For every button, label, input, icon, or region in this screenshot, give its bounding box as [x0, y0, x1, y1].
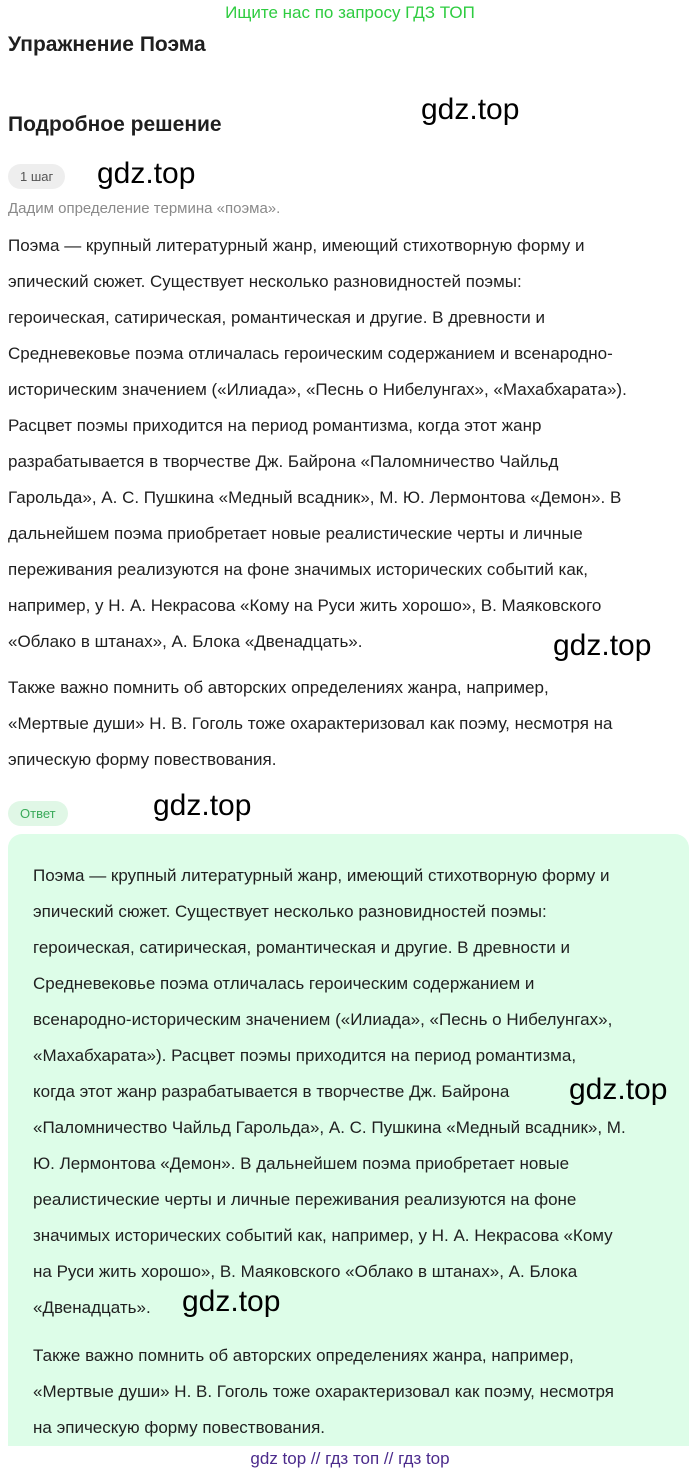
text-line: «Паломничество Чайльд Гарольда», А. С. Пушкина «Медный всадник», М.	[33, 1118, 626, 1137]
text-line: реалистические черты и личные переживания реализуются на фоне	[33, 1190, 577, 1209]
text-line: когда этот жанр разрабатывается в творчестве Дж. Байрона	[33, 1082, 510, 1101]
text-line: всенародно-историческим значением («Илиада», «Песнь о Нибелунгах»,	[33, 1010, 613, 1029]
text-line: Ю. Лермонтова «Демон». В дальнейшем поэма приобретает новые	[33, 1154, 570, 1173]
text-line: переживания реализуются на фоне значимых исторических событий как,	[8, 560, 588, 579]
text-line: «Мертвые души» Н. В. Гоголь тоже охарактеризовал как поэму, несмотря	[33, 1382, 614, 1401]
text-line: значимых исторических событий как, например, у Н. А. Некрасова «Кому	[33, 1226, 613, 1245]
text-line: Также важно помнить об авторских определениях жанра, например,	[33, 1346, 574, 1365]
solution-paragraph	[8, 670, 688, 778]
watermark: gdz.top	[553, 629, 652, 662]
exercise-title: Упражнение Поэма	[8, 33, 206, 56]
text-line: «Двенадцать».	[33, 1298, 151, 1317]
text-line: Поэма — крупный литературный жанр, имеющий стихотворную форму и	[33, 866, 610, 885]
text-line: Поэма — крупный литературный жанр, имеющий стихотворную форму и	[8, 236, 585, 255]
promo-banner[interactable]: Ищите нас по запросу ГДЗ ТОП	[225, 3, 475, 22]
text-line: дальнейшем поэма приобретает новые реалистические черты и личные	[8, 524, 583, 543]
text-line: Гарольда», А. С. Пушкина «Медный всадник», М. Ю. Лермонтова «Демон». В	[8, 488, 622, 507]
text-line: на Руси жить хорошо», В. Маяковского «Облако в штанах», А. Блока	[33, 1262, 578, 1281]
text-line: например, у Н. А. Некрасова «Кому на Руси жить хорошо», В. Маяковского	[8, 596, 602, 615]
text-line: «Облако в штанах», А. Блока «Двенадцать».	[8, 632, 363, 651]
watermark: gdz.top	[153, 789, 252, 822]
text-line: Также важно помнить об авторских определениях жанра, например,	[8, 678, 549, 697]
text-line: героическая, сатирическая, романтическая и другие. В древности и	[33, 938, 570, 957]
text-line: «Мертвые души» Н. В. Гоголь тоже охарактеризовал как поэму, несмотря на	[8, 714, 613, 733]
step-badge: 1 шаг	[8, 164, 65, 189]
text-line: эпический сюжет. Существует несколько разновидностей поэмы:	[8, 272, 522, 291]
answer-paragraph	[33, 1338, 673, 1446]
text-line: разрабатывается в творчестве Дж. Байрона «Паломничество Чайльд	[8, 452, 559, 471]
text-line: Средневековье поэма отличалась героическим содержанием и всенародно-	[8, 344, 613, 363]
watermark: gdz.top	[421, 93, 520, 126]
solution-heading: Подробное решение	[8, 113, 222, 136]
text-line: историческим значением («Илиада», «Песнь о Нибелунгах», «Махабхарата»).	[8, 380, 627, 399]
text-line: Средневековье поэма отличалась героическим содержанием и	[33, 974, 535, 993]
watermark: gdz.top	[182, 1285, 281, 1318]
text-line: на эпическую форму повествования.	[33, 1418, 325, 1437]
watermark: gdz.top	[97, 157, 196, 190]
solution-paragraph	[8, 228, 688, 660]
watermark: gdz.top	[569, 1073, 668, 1106]
text-line: героическая, сатирическая, романтическая и другие. В древности и	[8, 308, 545, 327]
text-line: эпическую форму повествования.	[8, 750, 277, 769]
text-line: эпический сюжет. Существует несколько разновидностей поэмы:	[33, 902, 547, 921]
text-line: «Махабхарата»). Расцвет поэмы приходится на период романтизма,	[33, 1046, 577, 1065]
answer-badge: Ответ	[8, 801, 68, 826]
footer-links[interactable]: gdz top // гдз топ // гдз top	[250, 1449, 450, 1468]
text-line: Расцвет поэмы приходится на период романтизма, когда этот жанр	[8, 416, 542, 435]
step-hint: Дадим определение термина «поэма».	[8, 200, 281, 217]
